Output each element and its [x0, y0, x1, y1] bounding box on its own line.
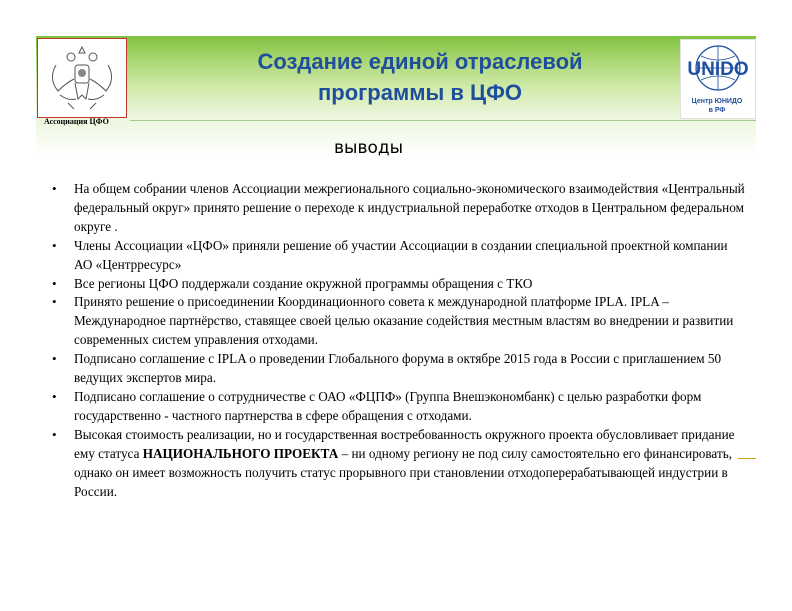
- list-item: [52, 350, 748, 388]
- list-item-text-after: – ни одному региону не под силу самостоятельно его финансировать, однако он имеет возможность получить статус прорывного при становлении отходоперерабатывающей индустрии в России.: [74, 445, 733, 499]
- double-headed-eagle-emblem-icon: [38, 39, 126, 117]
- list-item-text: Подписано соглашение с IPLA о проведении Глобального форума в октябре 2015 года в России с приглашением 50 ведущих экспертов мира.: [74, 351, 722, 386]
- list-item-text: Принято решение о присоединении Координационного совета к международной платформе IPLA. IPLA – Международное партнёрство, ставящее своей целью оказание содействия местным властям во внедрении и развитии современных систем управления отходами.: [74, 294, 734, 348]
- unido-caption-line2: в РФ: [708, 107, 726, 114]
- bullet-icon: •: [52, 294, 57, 310]
- list-item-text-before: Высокая стоимость реализации, но и государственная востребованность окружного проекта обусловливает придание ему статуса: [74, 426, 735, 461]
- list-item-text: На общем собрании членов Ассоциации межрегионального социально-экономического взаимодействия «Центральный федеральный округ» принято решение о переходе к индустриальной переработке отходов в Центральном федеральном округе .: [74, 181, 745, 234]
- bullet-icon: •: [52, 181, 57, 196]
- bullet-icon: •: [52, 237, 57, 253]
- bullet-icon: •: [52, 275, 57, 291]
- bullet-icon: •: [52, 388, 57, 404]
- accent-line: [738, 458, 756, 459]
- list-item: [52, 426, 748, 502]
- header-divider: [130, 120, 756, 121]
- list-item-text: Все регионы ЦФО поддержали создание окружной программы обращения с ТКО: [74, 275, 533, 291]
- list-item: [52, 275, 748, 294]
- bullet-icon: •: [52, 351, 57, 367]
- list-item-text: Подписано соглашение о сотрудничестве с ОАО «ФЦПФ» (Группа Внешэкономбанк) с целью разработки форм государственно - частного партнерства в сфере обращения с отходами.: [74, 388, 702, 423]
- association-caption: Ассоциация ЦФО: [44, 117, 109, 126]
- list-item: [52, 180, 748, 237]
- section-title: выводы: [334, 138, 404, 158]
- list-item: [52, 293, 748, 350]
- slide-title: [200, 46, 640, 108]
- slide-title-line1: Создание единой отраслевой: [257, 49, 583, 74]
- unido-caption: [680, 97, 754, 115]
- coat-of-arms-logo: [37, 38, 127, 118]
- conclusions-list: [52, 180, 748, 501]
- list-item-text: Члены Ассоциации «ЦФО» приняли решение об участии Ассоциации в создании специальной проектной компании АО «Центрресурс»: [74, 237, 728, 272]
- list-item: [52, 388, 748, 426]
- bullet-icon: •: [52, 426, 57, 442]
- unido-caption-line1: Центр ЮНИДО: [691, 98, 743, 105]
- national-project-emphasis: НАЦИОНАЛЬНОГО ПРОЕКТА: [142, 445, 339, 461]
- slide-title-line2: программы в ЦФО: [317, 80, 523, 105]
- unido-wordmark: UNIDO: [687, 59, 749, 80]
- list-item: [52, 237, 748, 275]
